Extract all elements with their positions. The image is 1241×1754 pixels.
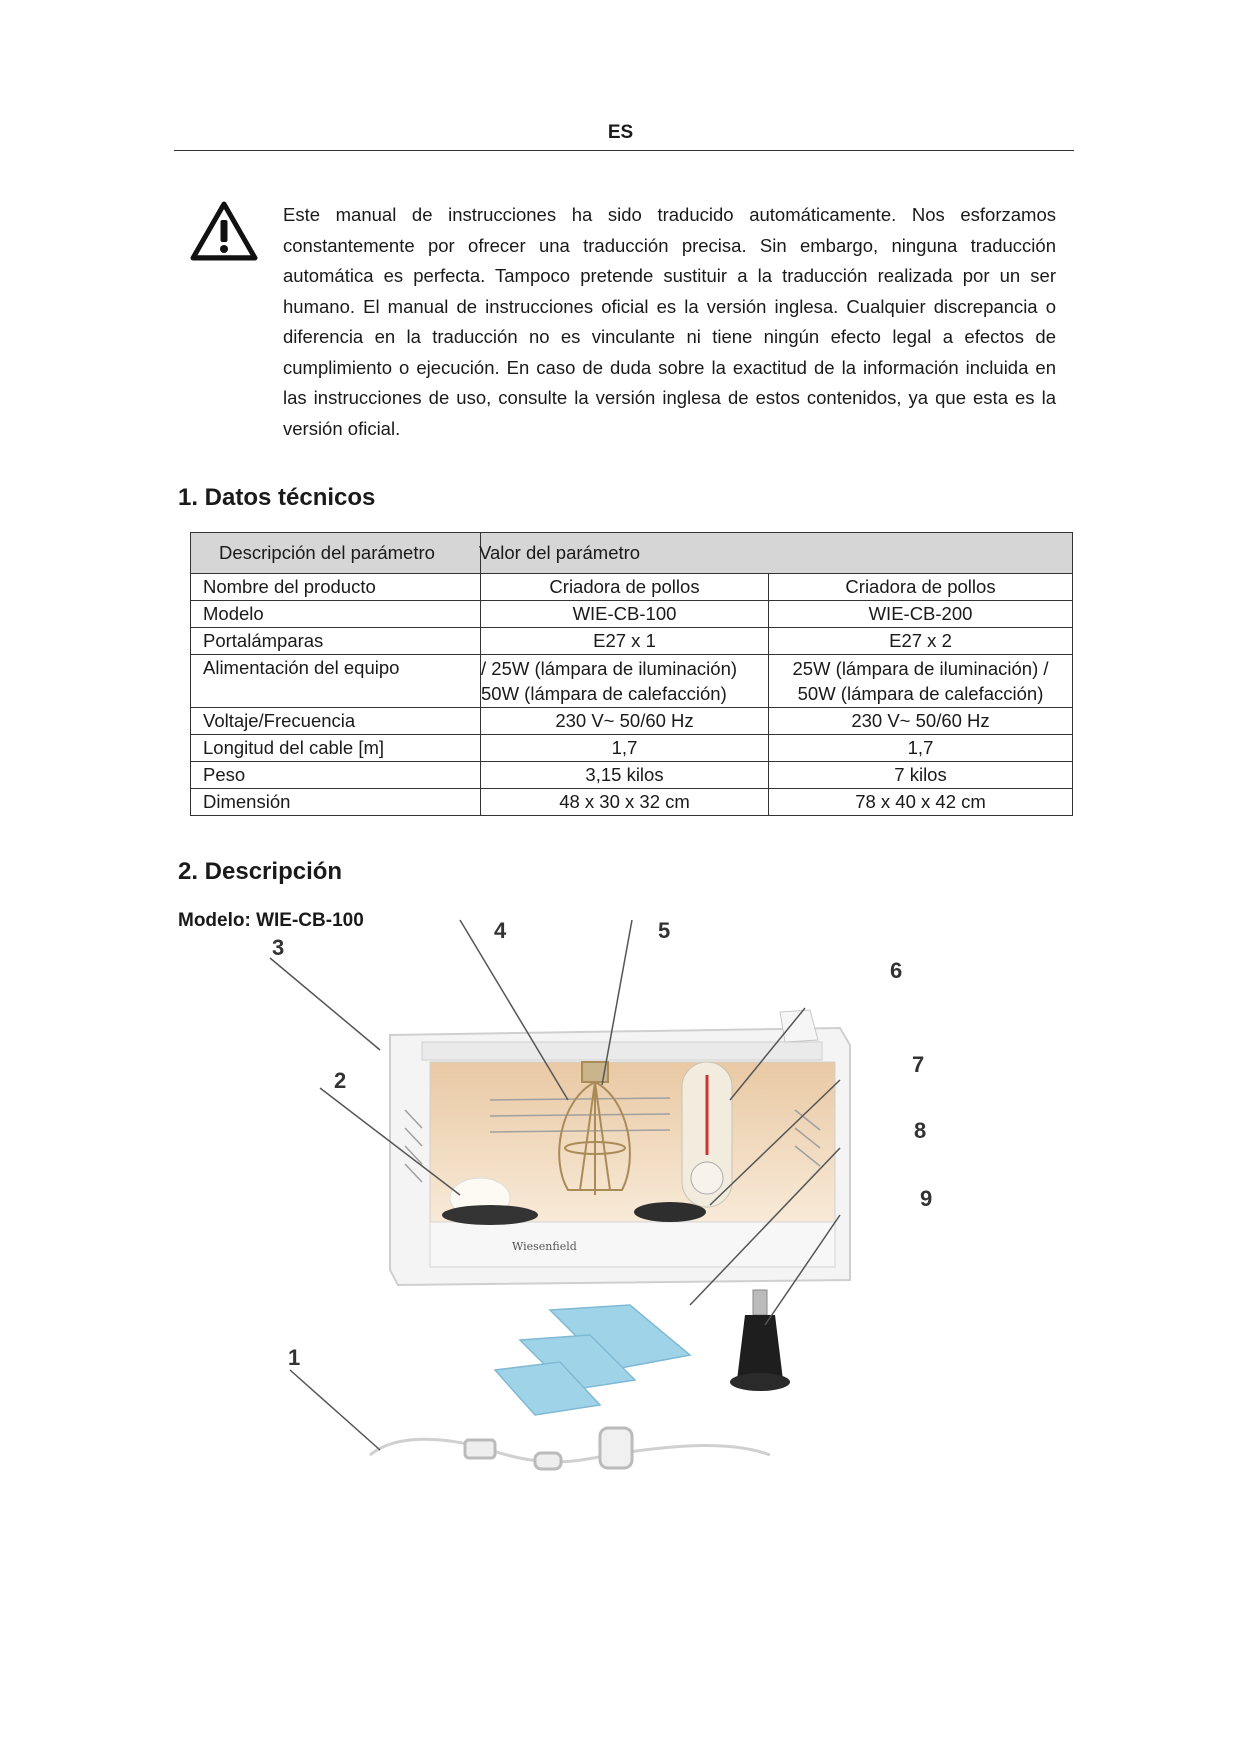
table-row <box>191 601 1073 628</box>
brooder-box <box>390 1010 850 1285</box>
translation-disclaimer: Este manual de instrucciones ha sido traducido automáticamente. Nos esforzamos constantemente por ofrecer una traducción precisa. Sin embargo, ninguna traducción automática es perfecta. Tampoco pretende sustituir a la traducción realizada por un ser humano. El manual de instrucciones oficial es la versión inglesa. Cualquier discrepancia o diferencia en la traducción no es vinculante ni tiene ningún efecto legal a efectos de cumplimiento o ejecución. En caso de duda sobre la exactitud de la información incluida en las instrucciones de uso, consulte la versión inglesa de estos contenidos, ya que esta es la versión oficial. <box>283 204 1056 439</box>
value-model-100: WIE-CB-100 <box>481 601 769 628</box>
value-model-200: 78 x 40 x 42 cm <box>769 789 1073 816</box>
header-parameter-value: Valor del parámetro <box>479 542 641 563</box>
table-row <box>191 735 1073 762</box>
value-model-100: E27 x 1 <box>481 628 769 655</box>
table-header-row <box>191 533 1073 574</box>
row-label: Longitud del cable [m] <box>191 735 481 762</box>
value-model-100: 3,15 kilos <box>481 762 769 789</box>
power-line-2: 50W (lámpara de calefacción) <box>797 683 1044 704</box>
row-label: Dimensión <box>191 789 481 816</box>
table-row <box>191 789 1073 816</box>
table-row <box>191 628 1073 655</box>
table-row <box>191 574 1073 601</box>
feeder-bowl-right <box>634 1202 706 1222</box>
value-model-200: 230 V~ 50/60 Hz <box>769 708 1073 735</box>
brand-logo: Wiesenfield <box>512 1240 577 1253</box>
table-row <box>191 655 1073 708</box>
power-cord <box>370 1428 770 1469</box>
table-header <box>191 533 1073 574</box>
callout-4: 4 <box>494 918 507 943</box>
value-model-100: Criadora de pollos <box>481 574 769 601</box>
callout-5: 5 <box>658 918 671 943</box>
row-label: Voltaje/Frecuencia <box>191 708 481 735</box>
value-model-200: 7 kilos <box>769 762 1073 789</box>
value-model-200: 1,7 <box>769 735 1073 762</box>
row-label: Portalámparas <box>191 628 481 655</box>
callout-6: 6 <box>890 958 903 983</box>
ceramic-heat-bulb <box>730 1290 790 1391</box>
header-parameter-description: Descripción del parámetro <box>219 542 435 563</box>
callout-8: 8 <box>914 1118 927 1143</box>
technical-data-table <box>190 532 1073 816</box>
table-row <box>191 762 1073 789</box>
power-line-2: 50W (lámpara de calefacción) <box>481 683 727 704</box>
value-model-200: WIE-CB-200 <box>769 601 1073 628</box>
power-line-1: 25W (lámpara de iluminación) / <box>481 658 738 679</box>
blue-towels <box>495 1305 690 1415</box>
callout-3: 3 <box>272 935 285 960</box>
value-model-200 <box>769 655 1073 708</box>
row-label: Nombre del producto <box>191 574 481 601</box>
value-model-100: 48 x 30 x 32 cm <box>481 789 769 816</box>
warning-triangle-icon <box>190 200 258 262</box>
header-divider <box>174 150 1074 151</box>
model-subtitle: Modelo: WIE-CB-100 <box>178 910 364 931</box>
section-title-technical-data: 1. Datos técnicos <box>178 484 376 511</box>
callout-7: 7 <box>912 1052 925 1077</box>
value-model-100 <box>481 655 769 708</box>
value-model-100: 230 V~ 50/60 Hz <box>481 708 769 735</box>
value-model-200: Criadora de pollos <box>769 574 1073 601</box>
power-line-1: 25W (lámpara de iluminación) / <box>792 658 1049 679</box>
feeder-bowl-left <box>442 1205 538 1225</box>
value-model-200: E27 x 2 <box>769 628 1073 655</box>
value-model-100: 1,7 <box>481 735 769 762</box>
brooder-diagram <box>250 918 970 1500</box>
thermometer-hygrometer <box>682 1062 732 1207</box>
row-label: Modelo <box>191 601 481 628</box>
table-row <box>191 708 1073 735</box>
row-label: Peso <box>191 762 481 789</box>
callout-9: 9 <box>920 1186 933 1211</box>
page-language-header: ES <box>607 122 634 143</box>
row-label: Alimentación del equipo <box>191 655 481 708</box>
callout-1: 1 <box>288 1345 301 1370</box>
section-title-description: 2. Descripción <box>178 858 343 885</box>
callout-2: 2 <box>334 1068 347 1093</box>
